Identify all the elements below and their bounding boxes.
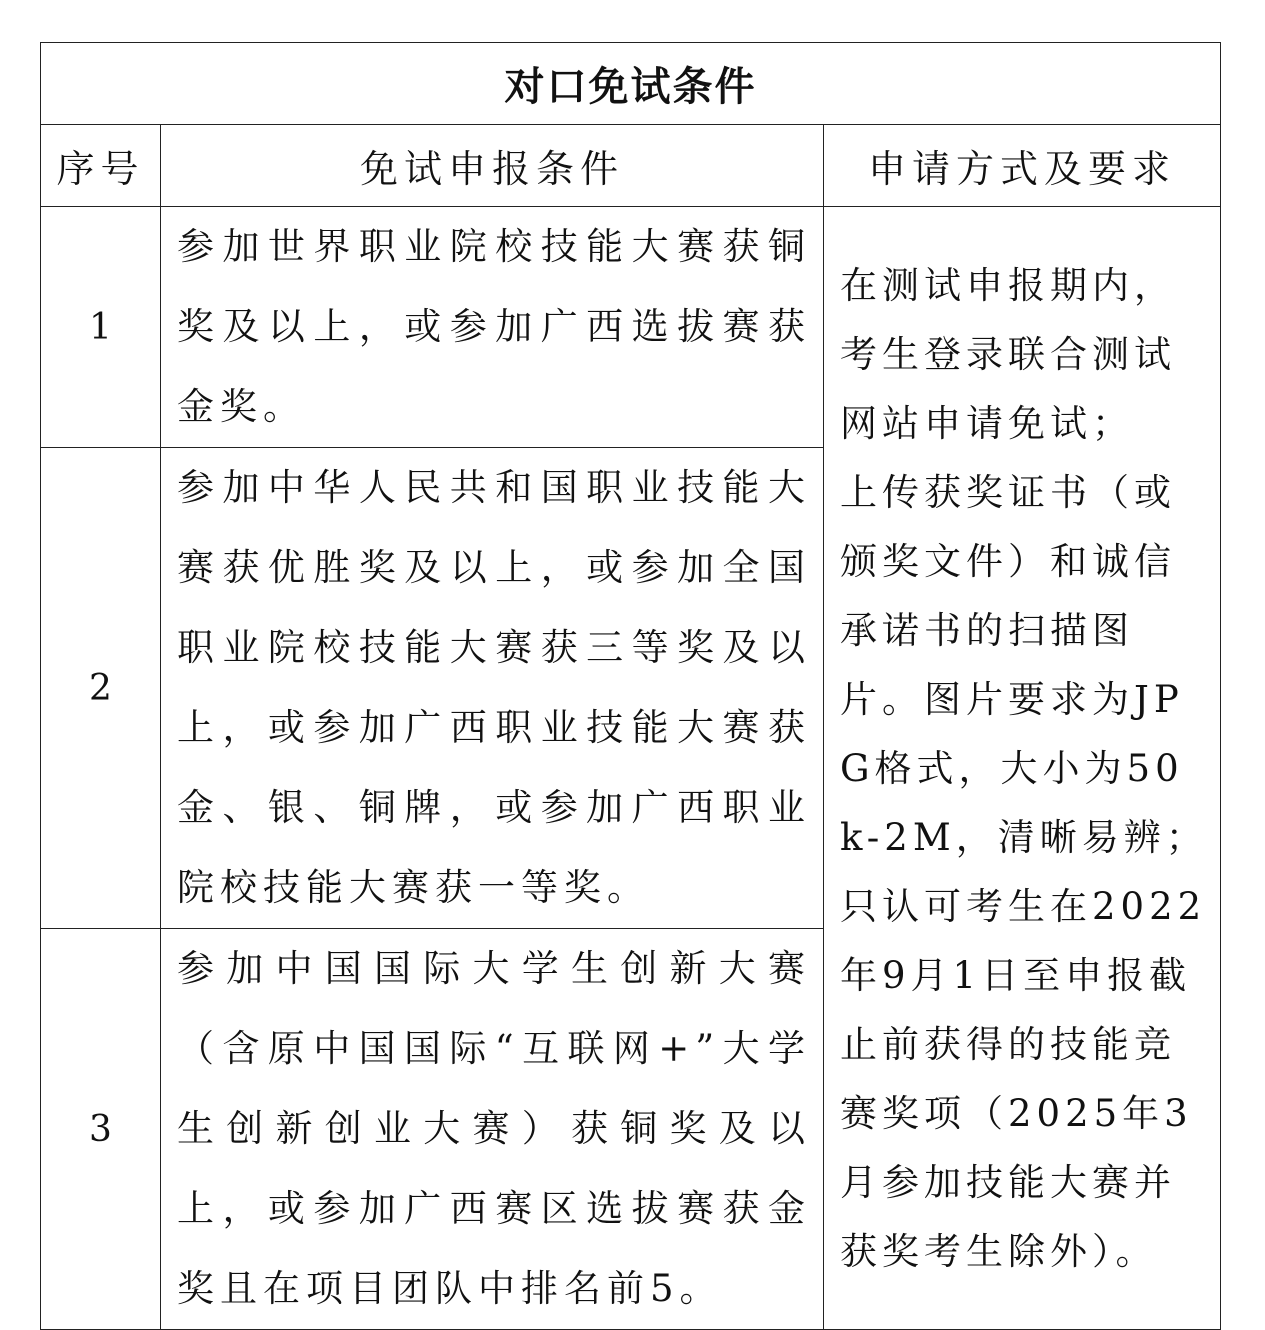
requirement-item: 在测试申报期内，考生登录联合测试网站申请免试； xyxy=(840,263,1176,445)
row-condition: 参加中国国际大学生创新大赛（含原中国国际“互联网+”大学生创新创业大赛）获铜奖及以上，或参加广西赛区选拔赛获金奖且在项目团队中排名前5。 xyxy=(161,929,824,1330)
table-row xyxy=(41,207,1221,448)
row-condition: 参加世界职业院校技能大赛获铜奖及以上，或参加广西选拔赛获金奖。 xyxy=(161,207,824,448)
row-index: 1 xyxy=(41,207,161,448)
exemption-conditions-table xyxy=(40,42,1221,1330)
requirement-item: 上传获奖证书（或颁奖文件）和诚信承诺书的扫描图片。图片要求为JPG格式，大小为50k-2M，清晰易辨； xyxy=(840,470,1208,859)
header-conditions: 免试申报条件 xyxy=(161,125,824,207)
header-row xyxy=(41,125,1221,207)
title-row xyxy=(41,43,1221,125)
table-title: 对口免试条件 xyxy=(41,43,1221,125)
header-method: 申请方式及要求 xyxy=(824,125,1221,207)
row-index: 3 xyxy=(41,929,161,1330)
requirement-item: 只认可考生在2022年9月1日至申报截止前获得的技能竞赛奖项（2025年3月参加技能大赛并获奖考生除外）。 xyxy=(840,884,1207,1273)
header-index: 序号 xyxy=(41,125,161,207)
row-index: 2 xyxy=(41,448,161,929)
application-requirements xyxy=(824,207,1221,1330)
row-condition: 参加中华人民共和国职业技能大赛获优胜奖及以上，或参加全国职业院校技能大赛获三等奖及以上，或参加广西职业技能大赛获金、银、铜牌，或参加广西职业院校技能大赛获一等奖。 xyxy=(161,448,824,929)
